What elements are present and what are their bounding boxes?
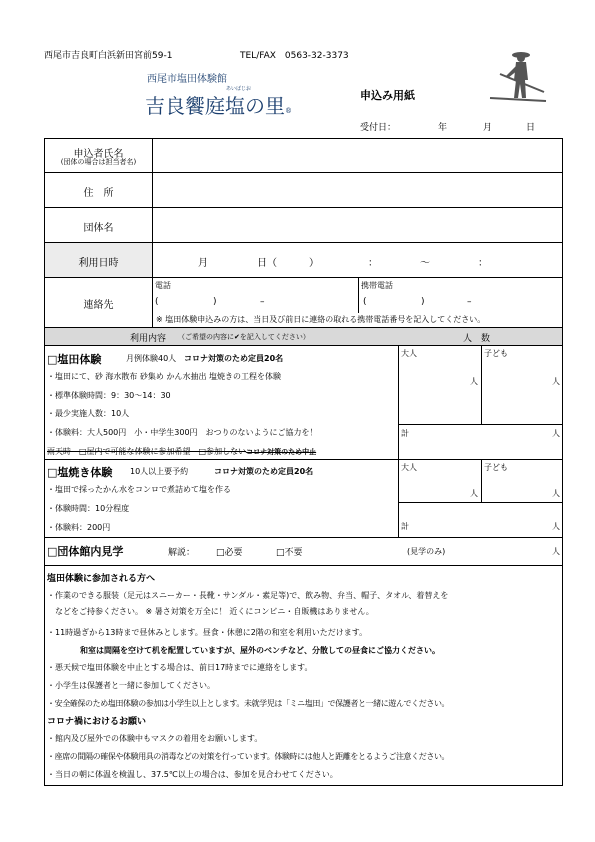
salt-field-line-3: ・最少実施人数：10人 (47, 409, 130, 418)
applicant-name-sublabel: (団体の場合は担当者名) (60, 158, 137, 166)
notes-title-corona: コロナ禍におけるお願い (47, 717, 147, 727)
mobile-dash: – (467, 297, 472, 307)
tour-explain-label: 解説： (168, 548, 196, 558)
notes-item-2: などをご持参ください。 ※ 暑さ対策を万全に！ 近くにコンビニ・自販機はありません。 (47, 607, 374, 616)
notes-item-1: ・作業のできる服装（足元はスニーカー・長靴・サンダル・素足等)で、飲み物、弁当、帽子、タオル、着替えを (47, 591, 449, 600)
datetime-day: 日（ (257, 258, 277, 269)
tour-person-unit: 人 (552, 547, 560, 556)
phone-paren-close: ) (213, 297, 217, 307)
salt-field-child-input[interactable] (483, 358, 559, 388)
salt-boil-line-2: ・体験時間：10分程度 (47, 504, 130, 513)
salt-boil-child-label: 子ども (484, 463, 508, 472)
salt-boil-corona-note: コロナ対策のため定員20名 (214, 467, 314, 476)
salt-field-adult-unit: 人 (470, 377, 478, 386)
org-suffix: ® (285, 107, 292, 115)
datetime-colon-start: ： (368, 258, 378, 269)
contact-note: ※ 塩田体験申込みの方は、当日及び前日に連絡の取れる携帯電話番号を記入してください。 (156, 315, 486, 324)
group-name-label: 団体名 (83, 223, 114, 234)
mobile-field[interactable] (368, 292, 558, 310)
received-year-label: 年 (438, 123, 448, 133)
tel-fax-text: TEL/FAX 0563-32-3373 (240, 51, 349, 61)
phone-label: 電話 (155, 281, 171, 290)
salt-boil-line-1: ・塩田で採ったかん水をコンロで煮詰めて塩を作る (47, 485, 231, 494)
salt-boil-reserve: 10人以上要予約 (130, 467, 189, 476)
salt-field-total-label: 計 (401, 429, 409, 438)
received-day-label: 日 (526, 123, 536, 133)
salt-boil-experience-checkbox[interactable]: □塩焼き体験 (47, 466, 113, 479)
salt-field-line-2: ・標準体験時間：9：30〜14：30 (47, 391, 171, 400)
form-title: 申込み用紙 (360, 89, 415, 102)
salt-field-rain-text: 雨天時 □屋内で可能な体験に参加希望 □参加しない (47, 447, 247, 456)
applicant-name-field[interactable] (155, 140, 559, 171)
salt-field-reserve: 月例体験40人 (126, 354, 177, 363)
notes-item-5: ・悪天候で塩田体験を中止とする場合は、前日17時までに連絡をします。 (47, 663, 313, 672)
salt-field-total-input[interactable] (412, 426, 548, 456)
group-name-field[interactable] (155, 210, 559, 240)
notes-title-participants: 塩田体験に参加される方へ (47, 574, 156, 584)
salt-field-line-4: ・体験料：大人500円 小・中学生300円 おつりのないようにご協力を！ (47, 428, 318, 437)
corona-item-1: ・館内及び屋外での体験中もマスクの着用をお願いします。 (47, 734, 263, 743)
address-label: 住 所 (83, 188, 114, 199)
notes-item-6: ・小学生は保護者と一緒に参加してください。 (47, 681, 215, 690)
salt-field-adult-input[interactable] (400, 358, 478, 388)
phone-dash: – (260, 297, 265, 307)
corona-item-2: ・座席の間隔の確保や体験用具の消毒などの対策を行っています。体験時には他人と距離をとるようご注意ください。 (47, 752, 450, 761)
datetime-paren-close: ） (309, 258, 319, 269)
salt-boil-total-unit: 人 (552, 522, 560, 531)
address-text: 西尾市吉良町白浜新田宮前59-1 (44, 51, 173, 61)
datetime-field[interactable] (155, 245, 559, 275)
usage-header-sublabel: （ご希望の内容に✔を記入してください） (178, 333, 310, 341)
contact-label: 連絡先 (83, 300, 114, 311)
org-name-text: 吉良饗庭塩の里 (145, 94, 285, 118)
salt-boil-adult-unit: 人 (470, 489, 478, 498)
tour-explain-noneed-checkbox[interactable]: □不要 (276, 548, 303, 558)
phone-paren-open: ( (155, 297, 159, 307)
salt-boil-total-input[interactable] (412, 505, 548, 535)
address-field[interactable] (155, 175, 559, 205)
org-name-logo (145, 90, 292, 119)
salt-field-total-unit: 人 (552, 429, 560, 438)
mobile-paren-close: ) (421, 297, 425, 307)
notes-item-7: ・安全確保のため塩田体験の参加は小学生以上とします。未就学児は「ミニ塩田」で保護者と一緒に遊んでください。 (47, 699, 450, 708)
group-tour-checkbox[interactable]: □団体館内見学 (47, 545, 124, 558)
datetime-tilde: 〜 (420, 258, 430, 269)
notes-item-3: ・11時過ぎから13時まで昼休みとします。昼食・休憩に2階の和室を利用いただけます。 (47, 628, 368, 637)
salt-boil-adult-input[interactable] (400, 471, 478, 500)
salt-field-rain-corona: コロナ対策のため中止 (246, 448, 317, 456)
salt-field-adult-label: 大人 (401, 349, 417, 358)
salt-field-child-unit: 人 (552, 377, 560, 386)
org-small-name: 西尾市塩田体験館 (147, 74, 227, 85)
salt-field-line-1: ・塩田にて、砂 海水散布 砂集め かん水抽出 塩焼きの工程を体験 (47, 372, 282, 381)
people-count-header: 人 数 (463, 334, 491, 344)
salt-boil-child-unit: 人 (552, 489, 560, 498)
salt-field-rain-option (47, 446, 316, 457)
salt-field-experience-checkbox[interactable]: □塩田体験 (47, 353, 102, 366)
datetime-colon-end: ： (478, 258, 488, 269)
corona-item-3: ・当日の朝に体温を検温し、37.5℃以上の場合は、参加を見合わせてください。 (47, 770, 338, 779)
mobile-label: 携帯電話 (361, 281, 393, 290)
received-date-label: 受付日： (360, 123, 397, 133)
applicant-name-label: 申込者氏名 (73, 149, 124, 160)
salt-boil-total-label: 計 (401, 522, 409, 531)
salt-field-corona-note: コロナ対策のため定員20名 (184, 354, 284, 363)
tour-explain-need-checkbox[interactable]: □必要 (216, 548, 243, 558)
salt-farmer-icon (488, 46, 548, 108)
datetime-month: 月 (198, 258, 208, 269)
usage-header-label: 利用内容 (130, 334, 167, 344)
received-month-label: 月 (483, 123, 493, 133)
mobile-paren-open: ( (363, 297, 367, 307)
salt-field-child-label: 子ども (484, 349, 508, 358)
salt-boil-line-3: ・体験料：200円 (47, 523, 111, 532)
salt-boil-adult-label: 大人 (401, 463, 417, 472)
tour-only-label: (見学のみ) (407, 547, 446, 556)
phone-field[interactable] (160, 292, 354, 310)
org-ruby: あいばじお (226, 86, 252, 92)
notes-item-4: 和室は間隔を空けて机を配置していますが、屋外のベンチなど、分散しての昼食にご協力ください。 (80, 646, 440, 655)
salt-boil-child-input[interactable] (483, 471, 559, 500)
datetime-label: 利用日時 (78, 258, 119, 269)
tour-count-input[interactable] (460, 540, 548, 562)
